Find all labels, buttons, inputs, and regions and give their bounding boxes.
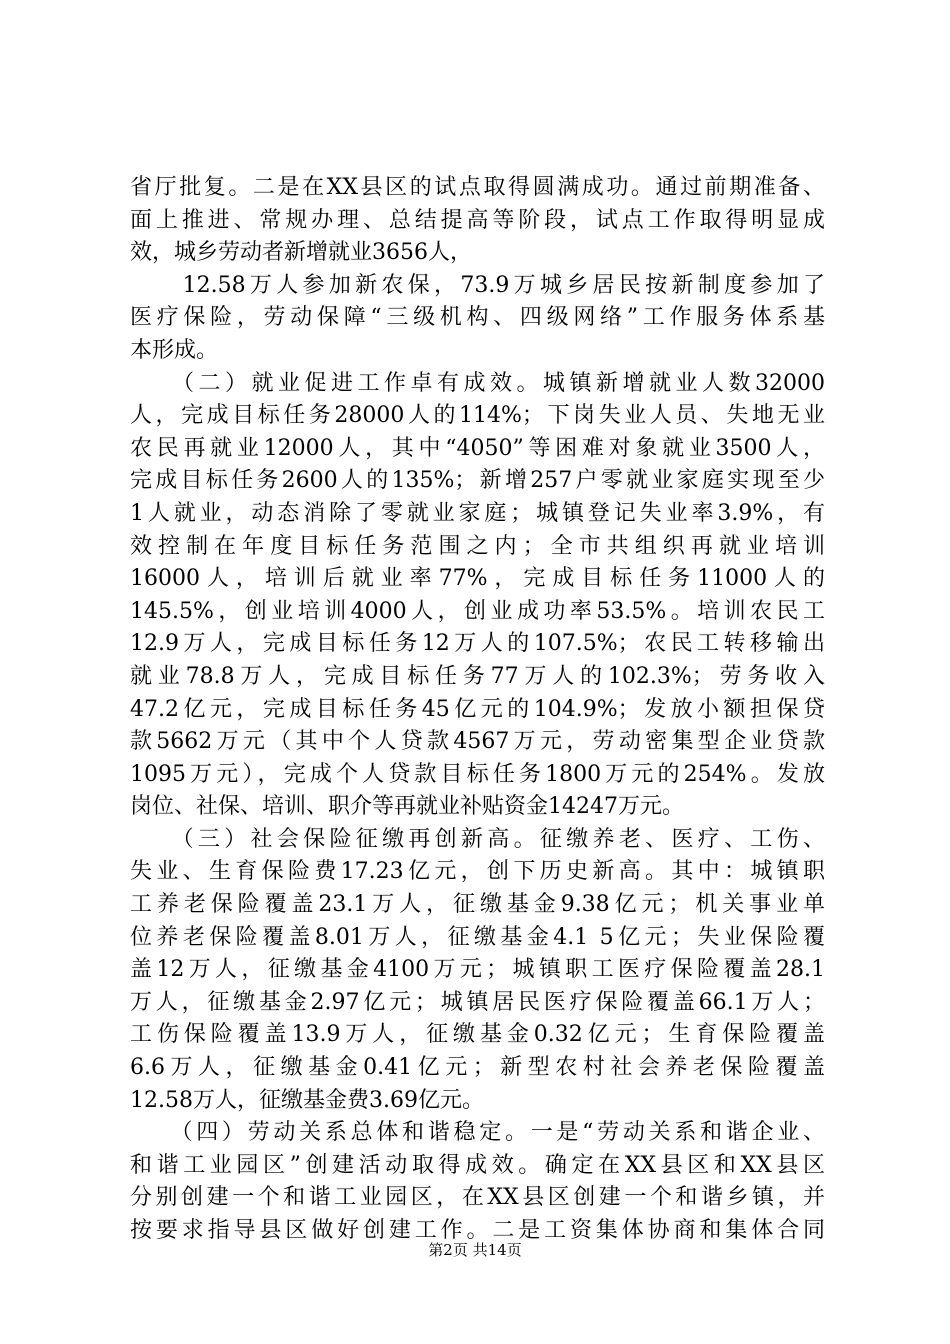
text-line: 效，城乡劳动者新增就业3656人， xyxy=(130,240,472,266)
text-line: （四）劳动关系总体和谐稳定。一是“劳动关系和谐企业、 xyxy=(130,1120,825,1146)
text-line: 盖12万人，征缴基金4100万元；城镇职工医疗保险覆盖28.1 xyxy=(130,957,825,983)
text-line: （三）社会保险征缴再创新高。征缴养老、医疗、工伤、 xyxy=(130,826,825,852)
text-line: 医疗保险，劳动保障“三级机构、四级网络”工作服务体系基 xyxy=(130,305,825,331)
text-line: 农民再就业12000人，其中“4050”等困难对象就业3500人， xyxy=(130,435,825,461)
text-line: 12.9万人，完成目标任务12万人的107.5%；农民工转移输出 xyxy=(130,631,825,657)
text-line: 145.5%，创业培训4000人，创业成功率53.5%。培训农民工 xyxy=(130,598,825,624)
text-line: 位养老保险覆盖8.01万人，征缴基金4.1 5亿元；失业保险覆 xyxy=(130,924,825,950)
text-line: 按要求指导县区做好创建工作。二是工资集体协商和集体合同 xyxy=(130,1218,825,1243)
text-line: 就业78.8万人，完成目标任务77万人的102.3%；劳务收入 xyxy=(130,663,825,689)
text-line: 1095万元），完成个人贷款目标任务1800万元的254%。发放 xyxy=(130,761,825,787)
text-line: 面上推进、常规办理、总结提高等阶段，试点工作取得明显成 xyxy=(130,207,825,233)
text-line: 1人就业，动态消除了零就业家庭；城镇登记失业率3.9%，有 xyxy=(130,500,825,526)
text-line: 款5662万元（其中个人贷款4567万元，劳动密集型企业贷款 xyxy=(130,729,825,755)
text-line: 16000人，培训后就业率77%，完成目标任务11000人的 xyxy=(130,566,825,592)
text-line: 和谐工业园区”创建活动取得成效。确定在XX县区和XX县区 xyxy=(130,1152,825,1178)
text-line: 分别创建一个和谐工业园区，在XX县区创建一个和谐乡镇，并 xyxy=(130,1185,825,1211)
text-line: （二）就业促进工作卓有成效。城镇新增就业人数32000 xyxy=(130,370,825,396)
text-line: 岗位、社保、培训、职介等再就业补贴资金14247万元。 xyxy=(130,794,684,820)
text-line: 47.2亿元，完成目标任务45亿元的104.9%；发放小额担保贷 xyxy=(130,696,825,722)
page-footer: 第2页 共14页 xyxy=(428,1241,522,1259)
document-body xyxy=(130,172,825,1248)
text-line: 省厅批复。二是在XX县区的试点取得圆满成功。通过前期准备、 xyxy=(130,175,825,200)
text-line: 效控制在年度目标任务范围之内；全市共组织再就业培训 xyxy=(130,533,825,559)
text-line: 失业、生育保险费17.23亿元，创下历史新高。其中：城镇职 xyxy=(130,859,825,885)
text-line: 6.6万人，征缴基金0.41亿元；新型农村社会养老保险覆盖 xyxy=(130,1055,825,1081)
text-line: 万人，征缴基金2.97亿元；城镇居民医疗保险覆盖66.1万人； xyxy=(130,989,825,1015)
text-line: 工养老保险覆盖23.1万人，征缴基金9.38亿元；机关事业单 xyxy=(130,892,825,918)
text-line: 12.58万人，征缴基金费3.69亿元。 xyxy=(130,1087,484,1113)
text-line: 本形成。 xyxy=(130,337,219,363)
text-line: 12.58万人参加新农保，73.9万城乡居民按新制度参加了 xyxy=(130,272,825,298)
text-line: 完成目标任务2600人的135%；新增257户零就业家庭实现至少 xyxy=(130,468,825,494)
text-line: 人，完成目标任务28000人的114%；下岗失业人员、失地无业 xyxy=(130,403,825,429)
text-line: 工伤保险覆盖13.9万人，征缴基金0.32亿元；生育保险覆盖 xyxy=(130,1022,825,1048)
